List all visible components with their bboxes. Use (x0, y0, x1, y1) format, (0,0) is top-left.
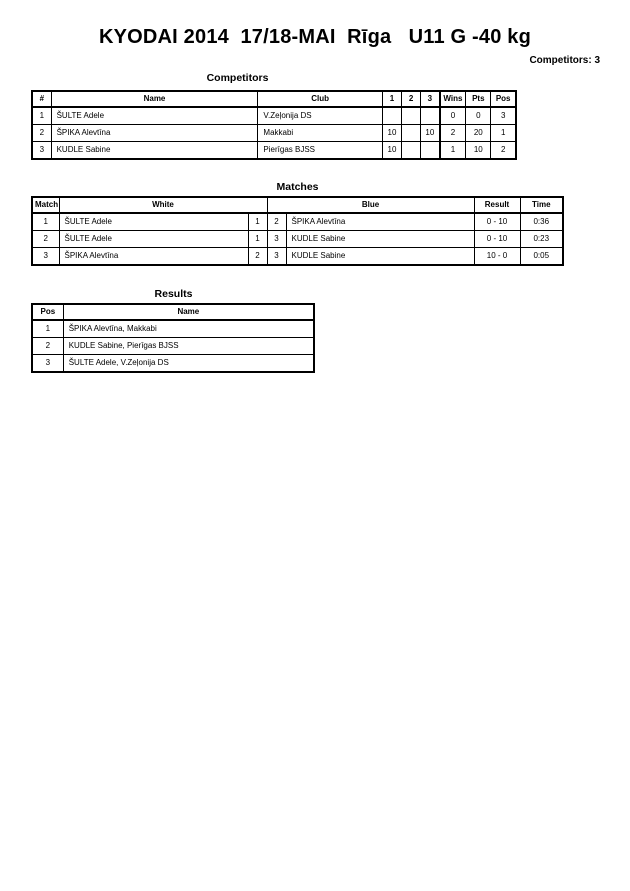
match-time: 0:36 (520, 213, 563, 231)
col-header-score-3: 3 (421, 91, 440, 107)
match-number: 2 (32, 231, 59, 248)
competitor-score-2 (402, 125, 421, 142)
competitor-score-1: 10 (382, 142, 401, 160)
table-row (32, 213, 563, 231)
competitor-club: Pierīgas BJSS (258, 142, 383, 160)
competitor-club: V.Zeļonija DS (258, 107, 383, 125)
col-header-pos: Pos (32, 304, 63, 320)
competitor-score-2 (402, 142, 421, 160)
competitor-pos: 3 (491, 107, 516, 125)
competitor-pts: 0 (466, 107, 491, 125)
match-time: 0:23 (520, 231, 563, 248)
table-row (32, 107, 516, 125)
match-number: 1 (32, 213, 59, 231)
table-row (32, 125, 516, 142)
competitors-count: Competitors: 3 (529, 55, 600, 66)
col-header-name: Name (63, 304, 314, 320)
competitor-score-3 (421, 107, 440, 125)
competitor-score-2 (402, 107, 421, 125)
col-header-match: Match (32, 197, 59, 213)
competitor-pts: 20 (466, 125, 491, 142)
match-blue: KUDLE Sabine (286, 231, 474, 248)
match-result: 0 - 10 (474, 213, 520, 231)
col-header-pts: Pts (466, 91, 491, 107)
match-result: 0 - 10 (474, 231, 520, 248)
col-header-pos: Pos (491, 91, 516, 107)
competitor-score-3: 10 (421, 125, 440, 142)
page-title: KYODAI 2014 17/18-MAI Rīga U11 G -40 kg (98, 26, 532, 48)
match-result: 10 - 0 (474, 248, 520, 266)
matches-table (31, 196, 564, 266)
table-row (32, 231, 563, 248)
competitor-score-3 (421, 142, 440, 160)
result-name: ŠULTE Adele, V.Zeļonija DS (63, 355, 314, 373)
col-header-club: Club (258, 91, 383, 107)
result-pos: 2 (32, 338, 63, 355)
results-section-title: Results (154, 288, 193, 300)
competitor-name: ŠULTE Adele (51, 107, 258, 125)
matches-header-row (32, 197, 563, 213)
col-header-wins: Wins (440, 91, 466, 107)
match-white: ŠULTE Adele (59, 213, 248, 231)
competitor-name: ŠPIKA Alevtīna (51, 125, 258, 142)
match-time: 0:05 (520, 248, 563, 266)
competitor-club: Makkabi (258, 125, 383, 142)
result-pos: 1 (32, 320, 63, 338)
result-name: ŠPIKA Alevtīna, Makkabi (63, 320, 314, 338)
match-blue: ŠPIKA Alevtīna (286, 213, 474, 231)
table-row (32, 355, 314, 373)
competitor-num: 1 (32, 107, 51, 125)
col-header-num: # (32, 91, 51, 107)
competitor-num: 2 (32, 125, 51, 142)
col-header-blue: Blue (267, 197, 474, 213)
match-white-num: 2 (248, 248, 267, 266)
matches-section-title: Matches (276, 181, 319, 193)
table-row (32, 338, 314, 355)
competitor-pos: 1 (491, 125, 516, 142)
match-number: 3 (32, 248, 59, 266)
competitor-score-1: 10 (382, 125, 401, 142)
col-header-white: White (59, 197, 267, 213)
col-header-result: Result (474, 197, 520, 213)
competitor-wins: 0 (440, 107, 466, 125)
result-pos: 3 (32, 355, 63, 373)
col-header-name: Name (51, 91, 258, 107)
match-blue: KUDLE Sabine (286, 248, 474, 266)
match-white: ŠULTE Adele (59, 231, 248, 248)
match-white-num: 1 (248, 231, 267, 248)
competitors-table (31, 90, 517, 160)
table-row (32, 142, 516, 160)
competitor-num: 3 (32, 142, 51, 160)
competitor-score-1 (382, 107, 401, 125)
table-row (32, 248, 563, 266)
col-header-time: Time (520, 197, 563, 213)
competitors-section-title: Competitors (206, 72, 269, 84)
match-white: ŠPIKA Alevtīna (59, 248, 248, 266)
match-white-num: 1 (248, 213, 267, 231)
competitors-header-row (32, 91, 516, 107)
result-name: KUDLE Sabine, Pierīgas BJSS (63, 338, 314, 355)
match-blue-num: 3 (267, 231, 286, 248)
table-row (32, 320, 314, 338)
match-blue-num: 3 (267, 248, 286, 266)
competitor-wins: 1 (440, 142, 466, 160)
competitor-pos: 2 (491, 142, 516, 160)
match-blue-num: 2 (267, 213, 286, 231)
col-header-score-2: 2 (402, 91, 421, 107)
col-header-score-1: 1 (382, 91, 401, 107)
competitor-wins: 2 (440, 125, 466, 142)
results-table (31, 303, 315, 373)
competitor-name: KUDLE Sabine (51, 142, 258, 160)
results-header-row (32, 304, 314, 320)
competitor-pts: 10 (466, 142, 491, 160)
